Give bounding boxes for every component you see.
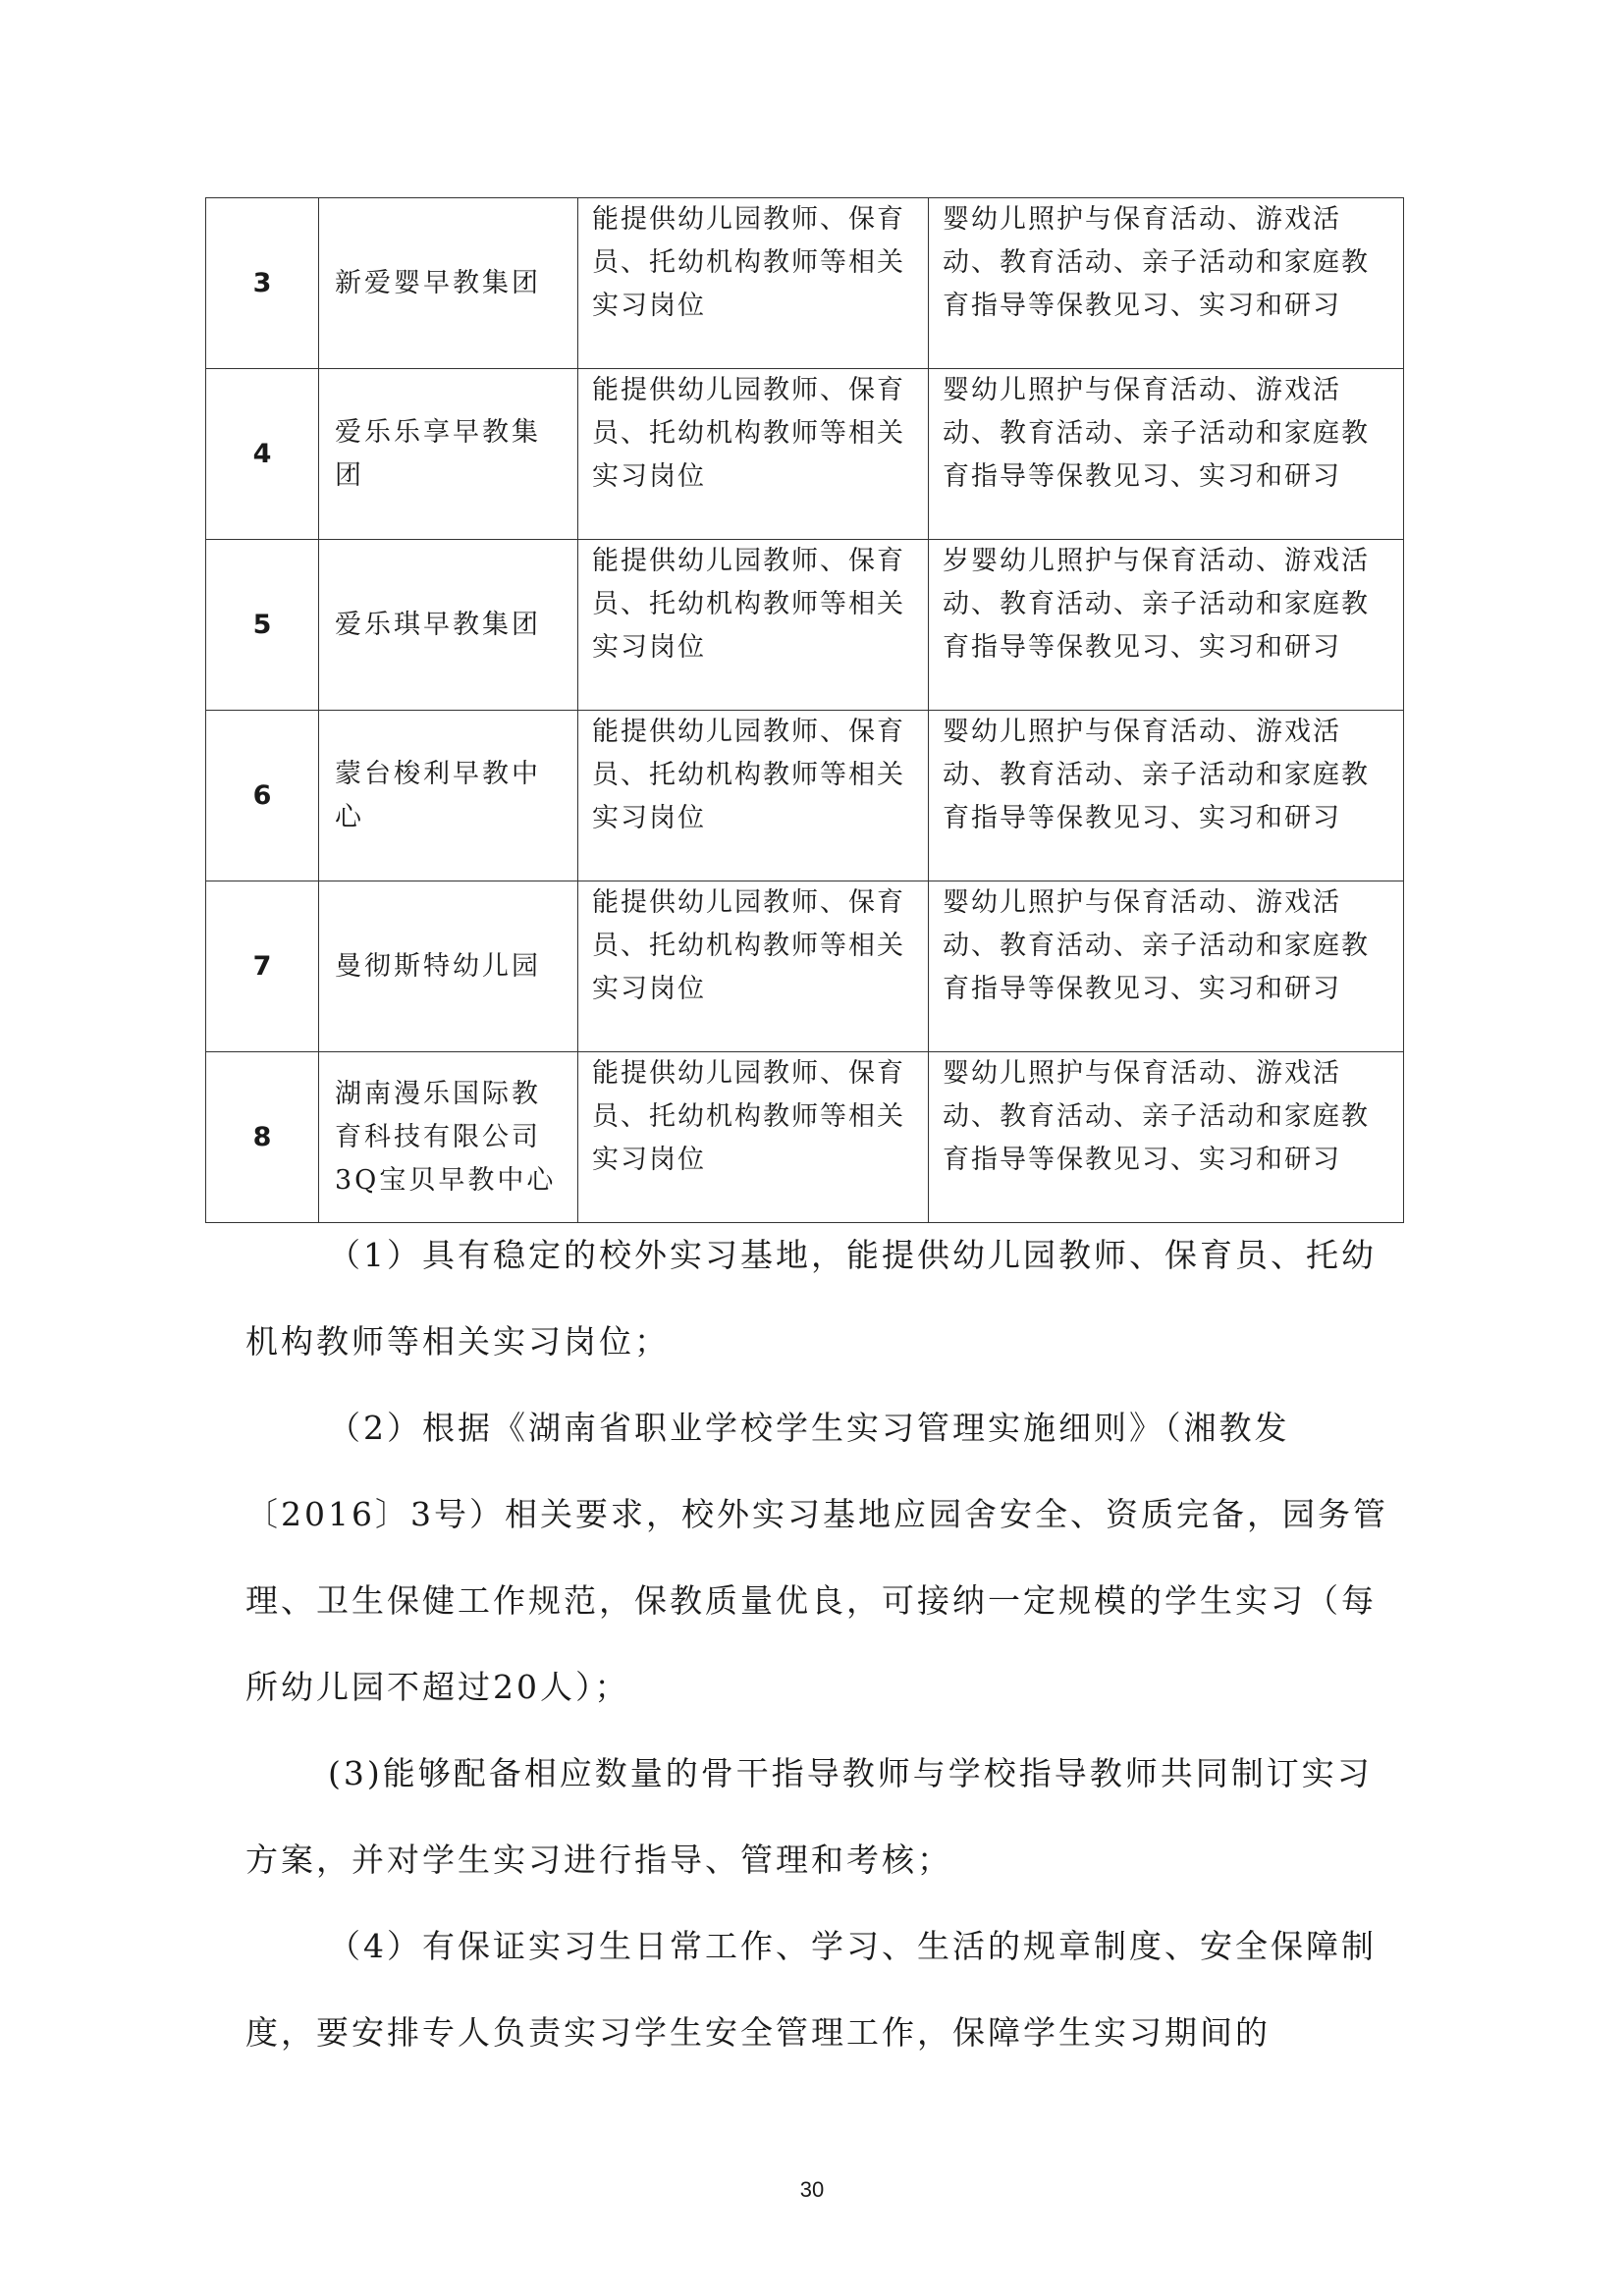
table-row — [206, 881, 1404, 1052]
base-name: 爱乐琪早教集团 — [319, 540, 578, 711]
internship-base-table — [205, 197, 1404, 1223]
table-row — [206, 369, 1404, 540]
internship-positions: 能提供幼儿园教师、保育员、托幼机构教师等相关实习岗位 — [578, 198, 929, 369]
requirement-paragraph-4: （4）有保证实习生日常工作、学习、生活的规章制度、安全保障制度，要安排专人负责实习学生安全管理工作，保障学生实习期间的 — [245, 1927, 1377, 2052]
row-number: 3 — [206, 198, 319, 369]
base-name: 湖南漫乐国际教育科技有限公司3Q宝贝早教中心 — [319, 1052, 578, 1223]
internship-content: 婴幼儿照护与保育活动、游戏活动、教育活动、亲子活动和家庭教育指导等保教见习、实习和研习 — [929, 369, 1404, 540]
internship-content: 婴幼儿照护与保育活动、游戏活动、教育活动、亲子活动和家庭教育指导等保教见习、实习和研习 — [929, 711, 1404, 881]
row-number: 4 — [206, 369, 319, 540]
table-row — [206, 540, 1404, 711]
row-number: 7 — [206, 881, 319, 1052]
internship-positions: 能提供幼儿园教师、保育员、托幼机构教师等相关实习岗位 — [578, 540, 929, 711]
base-name: 曼彻斯特幼儿园 — [319, 881, 578, 1052]
internship-content: 婴幼儿照护与保育活动、游戏活动、教育活动、亲子活动和家庭教育指导等保教见习、实习和研习 — [929, 198, 1404, 369]
table-row — [206, 198, 1404, 369]
internship-positions: 能提供幼儿园教师、保育员、托幼机构教师等相关实习岗位 — [578, 369, 929, 540]
row-number: 5 — [206, 540, 319, 711]
internship-positions: 能提供幼儿园教师、保育员、托幼机构教师等相关实习岗位 — [578, 711, 929, 881]
base-name: 爱乐乐享早教集团 — [319, 369, 578, 540]
table-row — [206, 711, 1404, 881]
table-row — [206, 1052, 1404, 1223]
row-number: 8 — [206, 1052, 319, 1223]
requirement-paragraph-3: (3)能够配备相应数量的骨干指导教师与学校指导教师共同制订实习方案，并对学生实习进行指导、管理和考核； — [245, 1754, 1373, 1879]
page-number: 30 — [799, 2177, 825, 2202]
base-name: 新爱婴早教集团 — [319, 198, 578, 369]
internship-content: 岁婴幼儿照护与保育活动、游戏活动、教育活动、亲子活动和家庭教育指导等保教见习、实习和研习 — [929, 540, 1404, 711]
internship-content: 婴幼儿照护与保育活动、游戏活动、教育活动、亲子活动和家庭教育指导等保教见习、实习和研习 — [929, 881, 1404, 1052]
requirement-paragraph-2: （2）根据《湖南省职业学校学生实习管理实施细则》（湘教发〔2016〕3号）相关要求，校外实习基地应园舍安全、资质完备，园务管理、卫生保健工作规范，保教质量优良，可接纳一定规模的学生实习（每所幼儿园不超过20人）； — [245, 1409, 1388, 1706]
requirement-paragraph-1: （1）具有稳定的校外实习基地，能提供幼儿园教师、保育员、托幼机构教师等相关实习岗位； — [245, 1236, 1377, 1361]
row-number: 6 — [206, 711, 319, 881]
internship-positions: 能提供幼儿园教师、保育员、托幼机构教师等相关实习岗位 — [578, 881, 929, 1052]
base-name: 蒙台梭利早教中心 — [319, 711, 578, 881]
internship-positions: 能提供幼儿园教师、保育员、托幼机构教师等相关实习岗位 — [578, 1052, 929, 1223]
internship-content: 婴幼儿照护与保育活动、游戏活动、教育活动、亲子活动和家庭教育指导等保教见习、实习和研习 — [929, 1052, 1404, 1223]
